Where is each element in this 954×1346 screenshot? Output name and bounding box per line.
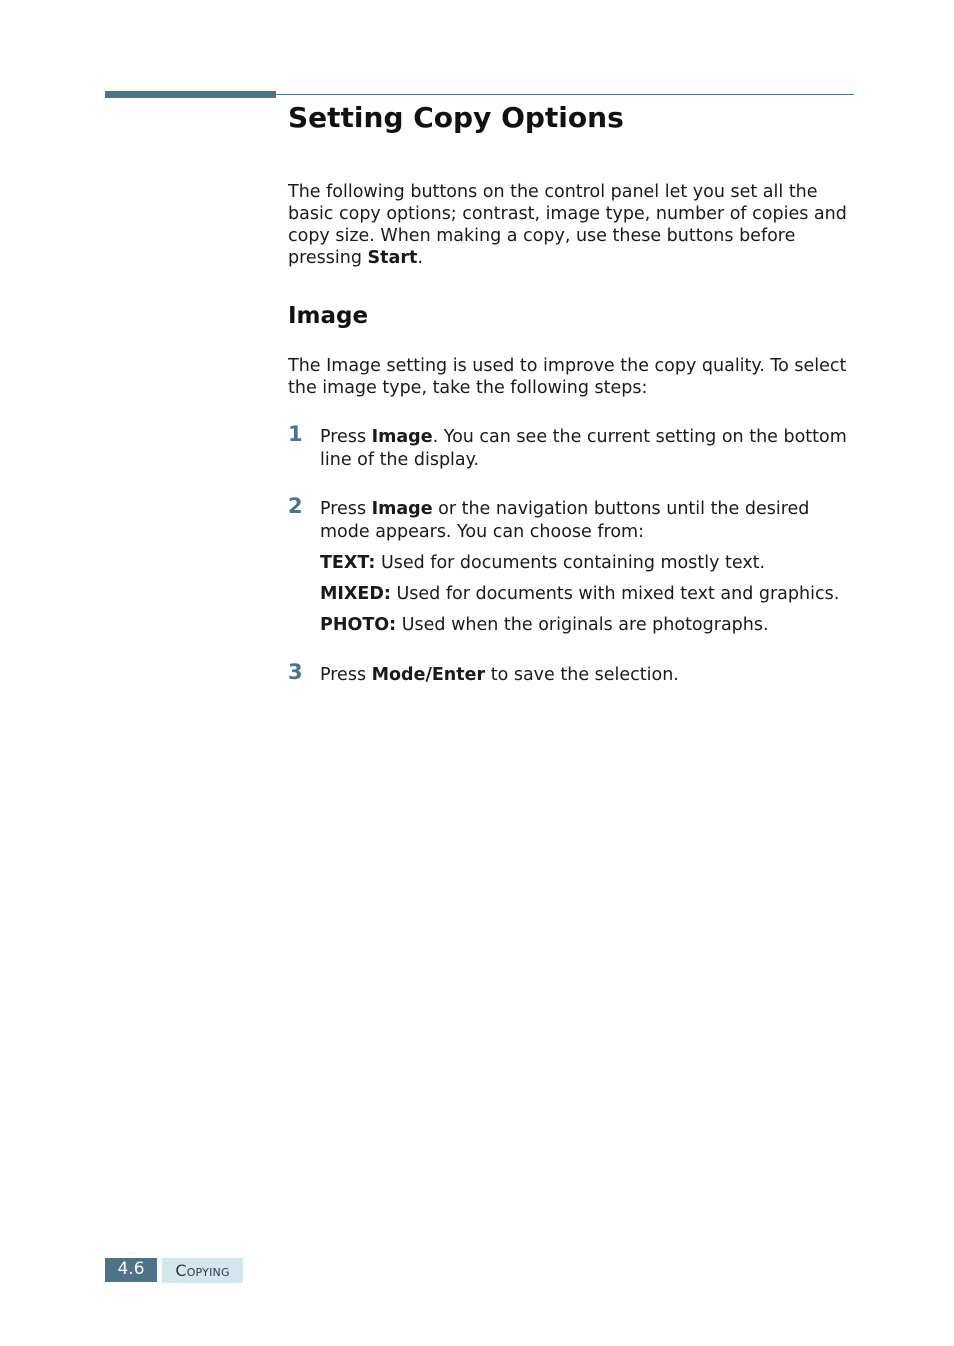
intro-paragraph (288, 181, 854, 269)
option-label: TEXT: (320, 553, 376, 573)
step-bold: Image (371, 427, 433, 447)
section-description: The Image setting is used to improve the copy quality. To select the image type, take the following steps: (288, 356, 847, 398)
step-prefix: Press (320, 499, 372, 519)
intro-text: The following buttons on the control panel let you set all the basic copy options; contrast, image type, number of copies and copy size. When making a copy, use these buttons before pressing (288, 182, 847, 268)
step-bold: Image (371, 499, 433, 519)
option-description: Used when the originals are photographs. (396, 615, 769, 635)
option-photo (320, 614, 854, 636)
step-bold: Mode/Enter (371, 665, 486, 685)
step-suffix: . You can see the current setting on the bottom line of the display. (320, 427, 847, 470)
option-label: PHOTO: (320, 615, 397, 635)
option-description: Used for documents with mixed text and graphics. (390, 584, 840, 604)
option-mixed (320, 583, 854, 605)
step-suffix: or the navigation buttons until the desired mode appears. You can choose from: (320, 499, 810, 542)
step-text (320, 498, 854, 544)
option-description: Used for documents containing mostly text. (375, 553, 766, 573)
step-number: 1 (288, 422, 303, 446)
page-title: Setting Copy Options (288, 101, 624, 134)
step-number: 2 (288, 494, 303, 518)
option-text (320, 552, 854, 574)
intro-bold: Start (367, 248, 418, 268)
section-heading: Image (288, 303, 369, 329)
header-rule-thin (276, 94, 854, 95)
step-number: 3 (288, 660, 303, 684)
intro-end: . (417, 248, 423, 268)
step-prefix: Press (320, 427, 372, 447)
footer-page-number: 4.6 (105, 1258, 157, 1282)
header-rule-thick (105, 91, 276, 98)
step-text (320, 426, 854, 472)
step-prefix: Press (320, 665, 372, 685)
step-suffix: to save the selection. (485, 665, 679, 685)
footer-chapter-label: Copying (162, 1258, 243, 1283)
option-label: MIXED: (320, 584, 391, 604)
step-text (320, 664, 854, 687)
